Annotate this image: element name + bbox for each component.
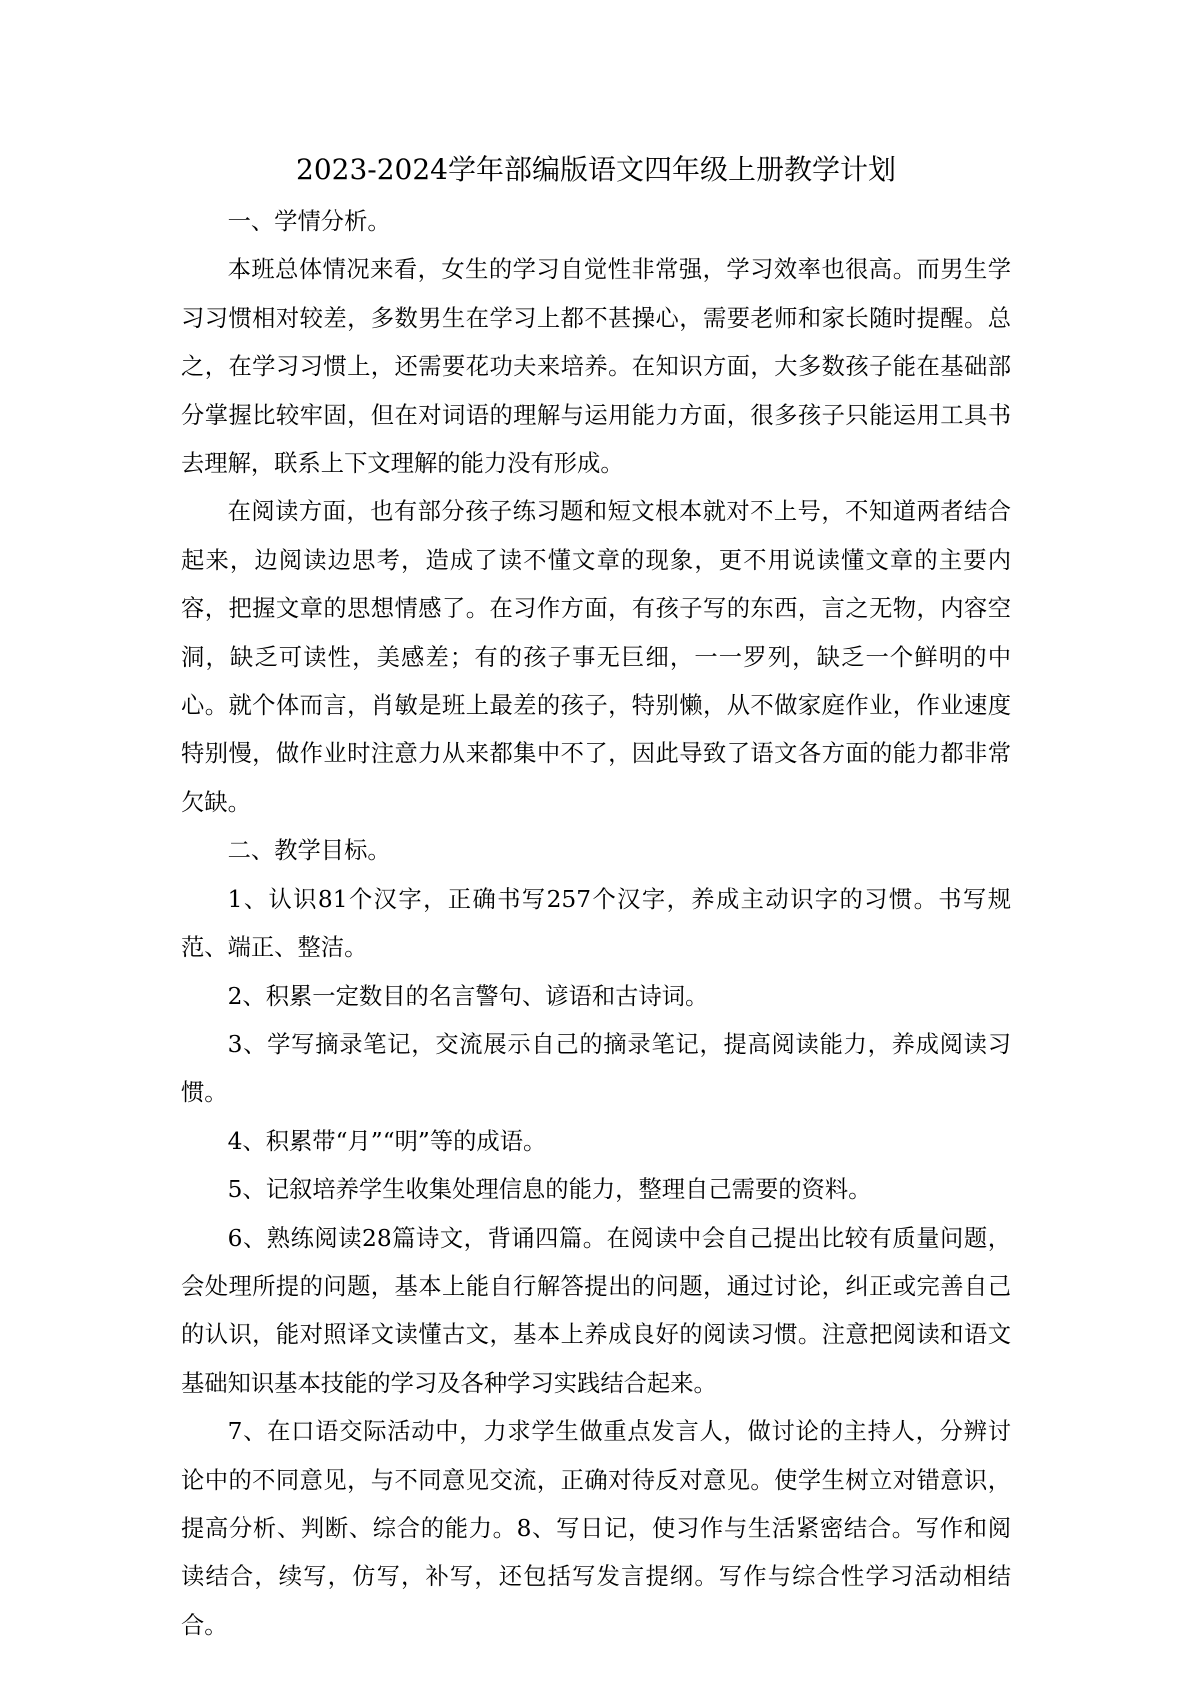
goal-item-7: 7、在口语交际活动中，力求学生做重点发言人，做讨论的主持人，分辨讨论中的不同意见，与不同意见交流，正确对待反对意见。使学生树立对错意识，提高分析、判断、综合的能力。8、写日记，使习作与生活紧密结合。写作和阅读结合，续写，仿写，补写，还包括写发言提纲。写作与综合性学习活动相结合。 <box>181 1418 1011 1639</box>
goal-item-2: 2、积累一定数目的名言警句、谚语和古诗词。 <box>227 982 709 1010</box>
goal-item-4: 4、积累带“月”“明”等的成语。 <box>227 1127 547 1155</box>
goal-item-5: 5、记叙培养学生收集处理信息的能力，整理自己需要的资料。 <box>227 1176 872 1204</box>
goal-item-1: 1、认识81个汉字，正确书写257个汉字，养成主动识字的习惯。书写规范、端正、整洁。 <box>181 885 1011 962</box>
section-heading-teaching-goals: 二、教学目标。 <box>227 837 391 865</box>
document-body <box>181 148 1011 1650</box>
section-heading-student-analysis: 一、学情分析。 <box>227 208 391 235</box>
goal-item-3: 3、学写摘录笔记，交流展示自己的摘录笔记，提高阅读能力，养成阅读习惯。 <box>181 1030 1011 1107</box>
document-title: 2023-2024学年部编版语文四年级上册教学计划 <box>296 153 896 186</box>
paragraph-reading-writing: 在阅读方面，也有部分孩子练习题和短文根本就对不上号，不知道两者结合起来，边阅读边思考，造成了读不懂文章的现象，更不用说读懂文章的主要内容，把握文章的思想情感了。在习作方面，有孩子写的东西，言之无物，内容空洞，缺乏可读性，美感差；有的孩子事无巨细，一一罗列，缺乏一个鲜明的中心。就个体而言，肖敏是班上最差的孩子，特别懒，从不做家庭作业，作业速度特别慢，做作业时注意力从来都集中不了，因此导致了语文各方面的能力都非常欠缺。 <box>181 498 1011 816</box>
paragraph-overall-situation: 本班总体情况来看，女生的学习自觉性非常强，学习效率也很高。而男生学习习惯相对较差，多数男生在学习上都不甚操心，需要老师和家长随时提醒。总之，在学习习惯上，还需要花功夫来培养。在知识方面，大多数孩子能在基础部分掌握比较牢固，但在对词语的理解与运用能力方面，很多孩子只能运用工具书去理解，联系上下文理解的能力没有形成。 <box>181 256 1011 478</box>
goal-item-6: 6、熟练阅读28篇诗文，背诵四篇。在阅读中会自己提出比较有质量问题，会处理所提的问题，基本上能自行解答提出的问题，通过讨论，纠正或完善自己的认识，能对照译文读懂古文，基本上养成良好的阅读习惯。注意把阅读和语文基础知识基本技能的学习及各种学习实践结合起来。 <box>181 1224 1011 1397</box>
